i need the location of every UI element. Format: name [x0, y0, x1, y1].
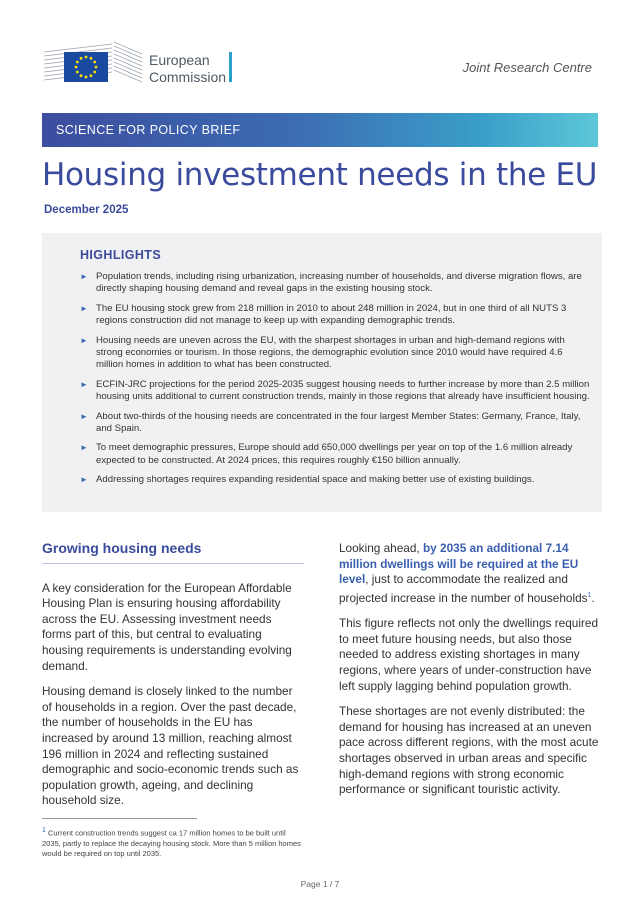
- triangle-bullet-icon: ►: [80, 303, 88, 313]
- right-column: [339, 541, 601, 808]
- banner-label: SCIENCE FOR POLICY BRIEF: [56, 123, 241, 137]
- section-heading: Growing housing needs: [42, 541, 304, 564]
- triangle-bullet-icon: ►: [80, 272, 88, 281]
- footnote: $^1$ Current construction trends suggest ca 17 million homes to be built until 2035, partly to replace the decaying housing stock. More than 5 million homes would be required on top until 2035.: [42, 827, 301, 859]
- highlight-item: ► Addressing shortages requires expanding residential space and making better use of existing buildings.: [80, 474, 535, 486]
- highlight-item: ► ECFIN-JRC projections for the period 2025-2035 suggest housing needs to further increase by more than 2.5 million housing units additional to current construction trends, mainly in those regions that already have insufficient housing.: [80, 378, 590, 403]
- document-date: December 2025: [44, 204, 129, 216]
- brief-type-banner: [42, 113, 598, 147]
- triangle-bullet-icon: ►: [80, 335, 88, 345]
- left-column: [42, 541, 304, 819]
- highlight-item: ► Population trends, including rising urbanization, increasing number of households, and diverse migration flows, are directly shaping housing demand and reveal gaps in the existing housing stock.: [80, 271, 582, 295]
- triangle-bullet-icon: ►: [80, 411, 88, 421]
- body-paragraph: Looking ahead, by 2035 an additional 7.14 million dwellings will be required at the EU level, just to accommodate the realized and projected increase in the number of households$^1$.: [339, 541, 595, 605]
- highlights-box: [42, 233, 602, 512]
- highlighted-figure: by 2035 an additional 7.14 million dwellings will be required at the EU level: [339, 541, 579, 587]
- highlights-list: [80, 271, 590, 494]
- highlight-item: ► Housing needs are uneven across the EU, with the sharpest shortages in urban and high-demand regions with strong economies or tourism. In those regions, the demographic evolution since 2010 would have required 4.6 million homes in addition to what has been constructed.: [80, 334, 565, 371]
- highlight-item: ► The EU housing stock grew from 218 million in 2010 to about 248 million in 2024, but in one third of all NUTS 3 regions construction did not manage to keep up with expanding demographic trends.: [80, 302, 567, 327]
- body-paragraph: These shortages are not evenly distributed: the demand for housing has increased at an uneven pace across different regions, with the most acute shortages observed in urban areas and specific high-demand regions with strong economic performance or significant touristic activity.: [339, 704, 599, 797]
- page-header: [0, 0, 640, 100]
- triangle-bullet-icon: ►: [80, 443, 88, 453]
- body-paragraph: A key consideration for the European Affordable Housing Plan is ensuring housing affordability across the EU. Assessing investment needs forms part of this, but central to evaluating housing requirements is understanding evolving demand.: [42, 580, 292, 673]
- organization-name: European Commission: [149, 52, 227, 85]
- unit-name: Joint Research Centre: [462, 60, 592, 75]
- footnote-ref[interactable]: 1: [587, 591, 592, 599]
- triangle-bullet-icon: ►: [80, 475, 88, 485]
- triangle-bullet-icon: ►: [80, 379, 88, 389]
- footnote-divider: [42, 818, 197, 819]
- logo-divider: [229, 52, 232, 82]
- body-paragraph: This figure reflects not only the dwellings required to meet future housing needs, but also those needed to address existing shortages in many regions, where years of under-construction have left supply lagging behind population growth.: [339, 616, 599, 693]
- document-title: Housing investment needs in the EU: [42, 157, 598, 193]
- body-paragraph: Housing demand is closely linked to the number of households in a region. Over the past decade, the number of households in the EU has increased by around 13 million, reaching almost 196 million in 2024 and reflecting sustained demographic and socio-economic trends such as population growth, ageing, and declining household size.: [42, 684, 299, 808]
- highlights-title: HIGHLIGHTS: [80, 248, 162, 262]
- highlight-item: ► About two-thirds of the housing needs are concentrated in the four largest Member States: Germany, France, Italy, and Spain.: [80, 410, 581, 435]
- page-number: Page 1 / 7: [300, 879, 340, 889]
- highlight-item: ► To meet demographic pressures, Europe should add 650,000 dwellings per year on top of the 1.6 million already expected to be constructed. At 2024 prices, this requires roughly €150 billion annually.: [80, 442, 573, 466]
